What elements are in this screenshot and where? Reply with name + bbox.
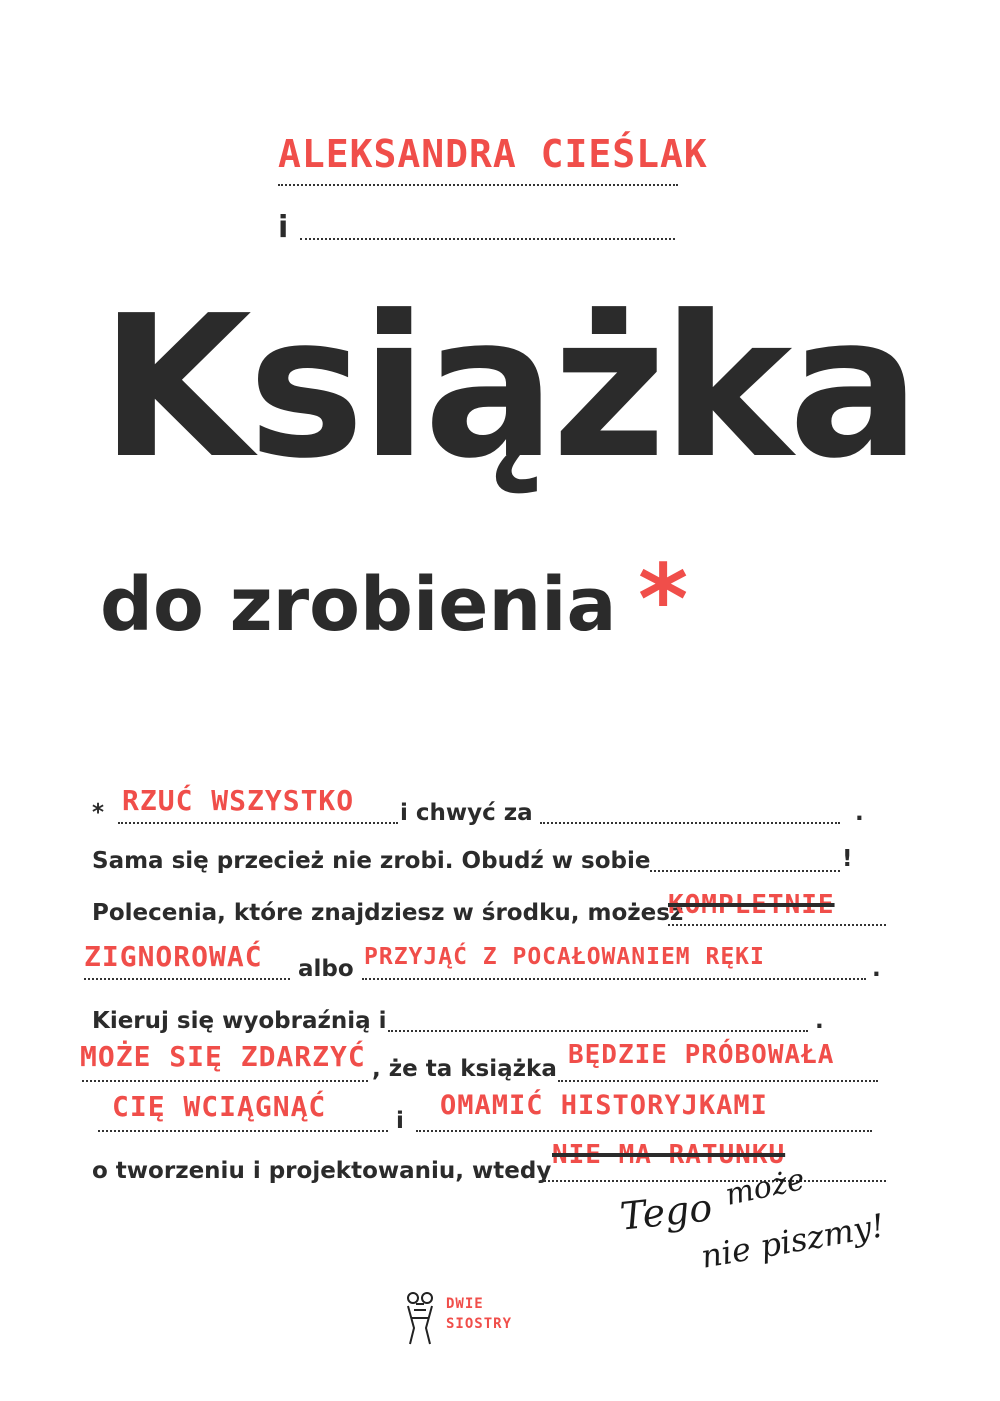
line5-end: . [815, 1008, 824, 1034]
line4-text: albo [298, 956, 354, 982]
handwritten-note-1: Tego [617, 1185, 715, 1239]
book-title: Książka [100, 274, 917, 502]
handwritten-note-3: nie piszmy! [698, 1206, 888, 1276]
author-dotted-line [278, 184, 678, 186]
line8-struck-phrase: NIE MA RATUNKU [552, 1140, 786, 1170]
line7-handwritten-a: CIĘ WCIĄGNĄĆ [112, 1090, 327, 1123]
line3-struck-word: KOMPLETNIE [668, 890, 835, 920]
line4-dots-a [84, 978, 290, 980]
line6-text: , że ta książka [372, 1056, 557, 1082]
line8-text: o tworzeniu i projektowaniu, wtedy [92, 1158, 552, 1184]
book-subtitle: do zrobienia [100, 562, 617, 648]
line4-end: . [872, 956, 881, 982]
line7-dots-a [98, 1130, 388, 1132]
line7-handwritten-b: OMAMIĆ HISTORYJKAMI [440, 1090, 768, 1121]
line3-dots [668, 924, 886, 926]
line5-dots [388, 1030, 808, 1032]
line1-dots-b [540, 822, 840, 824]
line1-end: . [855, 800, 864, 826]
asterisk-mark: * [638, 544, 689, 656]
line7-dots-b [416, 1130, 872, 1132]
line5-text: Kieruj się wyobraźnią i [92, 1008, 387, 1034]
line4-dots-b [362, 978, 866, 980]
and-word: i [278, 210, 289, 245]
line3-text: Polecenia, które znajdziesz w środku, możesz [92, 900, 684, 926]
publisher-logo-icon [400, 1288, 440, 1348]
line6-handwritten-a: MOŻE SIĘ ZDARZYĆ [80, 1040, 366, 1073]
line1-text: i chwyć za [400, 800, 533, 826]
line6-dots-a [82, 1080, 368, 1082]
line2-end: ! [842, 846, 853, 872]
line7-text: i [396, 1108, 404, 1134]
coauthor-dotted-line [300, 238, 675, 240]
author-name: ALEKSANDRA CIEŚLAK [278, 132, 708, 176]
line2-text: Sama się przecież nie zrobi. Obudź w sobie [92, 848, 651, 874]
line6-handwritten-b: BĘDZIE PRÓBOWAŁA [568, 1040, 835, 1070]
line4-handwritten-b: PRZYJĄĆ Z POCAŁOWANIEM RĘKI [364, 944, 765, 970]
line1-star: * [92, 800, 105, 826]
publisher-name-line1: DWIE [446, 1296, 484, 1312]
line6-dots-b [558, 1080, 878, 1082]
line1-dots-a [118, 822, 398, 824]
publisher-name-line2: SIOSTRY [446, 1316, 513, 1332]
handwritten-note-2: może [722, 1162, 808, 1213]
line4-handwritten-a: ZIGNOROWAĆ [84, 940, 263, 973]
line1-handwritten: RZUĆ WSZYSTKO [122, 784, 355, 817]
line8-dots [540, 1180, 886, 1182]
line2-dots [650, 870, 840, 872]
